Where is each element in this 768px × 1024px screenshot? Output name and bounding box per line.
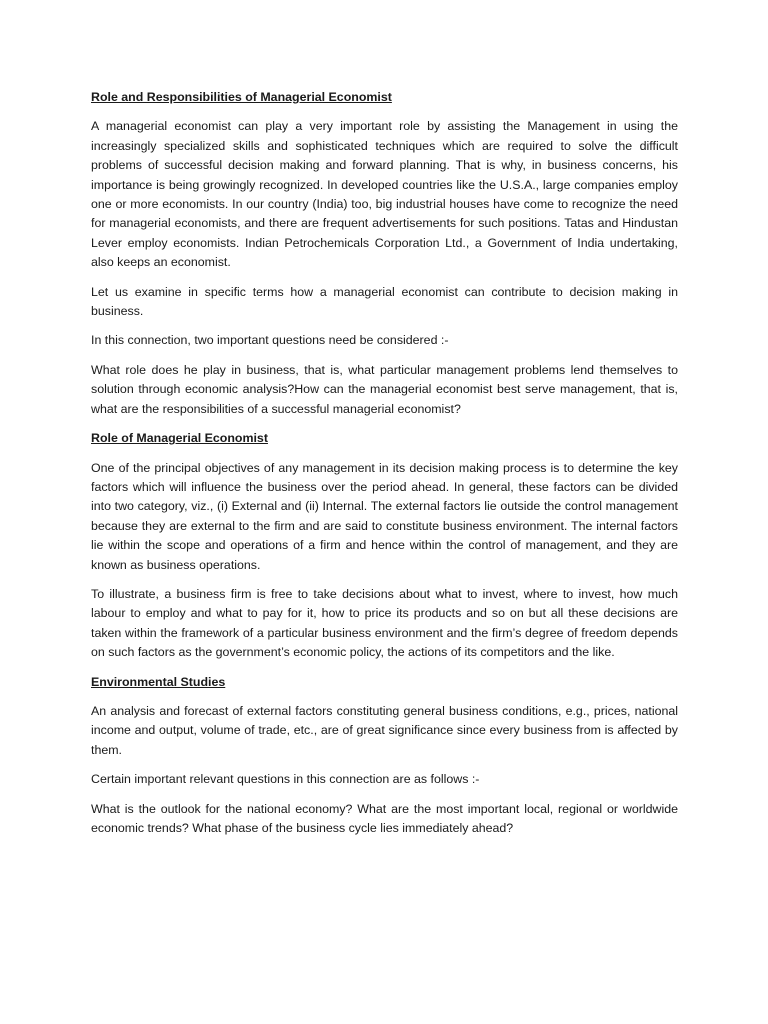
paragraph-connection: In this connection, two important questions need be considered :- (91, 333, 449, 348)
paragraph-questions: What role does he play in business, that is, what particular management problems lend themselves to solution through economic analysis?How can the managerial economist best serve management, that is, what are the responsibilities of a successful managerial economist? (91, 362, 678, 416)
paragraph-role-illustrate: To illustrate, a business firm is free to take decisions about what to invest, where to invest, how much labour to employ and what to pay for it, how to price its products and so on but all these decisions are taken within the framework of a particular business environment and the firm’s degree of freedom depends on such factors as the government’s economic policy, the actions of its competitors and the like. (91, 586, 678, 660)
paragraph-role-objectives: One of the principal objectives of any management in its decision making process is to determine the key factors which will influence the business over the period ahead. In general, these factors can be divided into two category, viz., (i) External and (ii) Internal. The external factors lie outside the control management because they are external to the firm and are said to constitute business environment. The internal factors lie within the scope and operations of a firm and hence within the control of management, and they are known as business operations. (91, 460, 678, 572)
paragraph-env-outlook: What is the outlook for the national economy? What are the most important local, regional or worldwide economic trends? What phase of the business cycle lies immediately ahead? (91, 801, 678, 835)
section-heading-role: Role of Managerial Economist (91, 431, 268, 446)
section-heading-environmental: Environmental Studies (91, 674, 226, 689)
document-title: Role and Responsibilities of Managerial Economist (91, 90, 392, 104)
paragraph-intro: A managerial economist can play a very important role by assisting the Management in using the increasingly specialized skills and sophisticated techniques which are required to solve the difficult problems of successful decision making and forward planning. That is why, in business concerns, his importance is being growingly recognized. In developed countries like the U.S.A., large companies employ one or more economists. In our country (India) too, big industrial houses have come to recognize the need for managerial economists, and there are frequent advertisements for such positions. Tatas and Hindustan Lever employ economists. Indian Petrochemicals Corporation Ltd., a Government of India undertaking, also keeps an economist. (91, 119, 678, 270)
paragraph-env-questions-intro: Certain important relevant questions in this connection are as follows :- (91, 772, 480, 787)
document-page (91, 88, 678, 848)
paragraph-env-analysis: An analysis and forecast of external factors constituting general business conditions, e.g., prices, national income and output, volume of trade, etc., are of great significance since every business from is affected by them. (91, 703, 678, 757)
paragraph-examine: Let us examine in specific terms how a managerial economist can contribute to decision making in business. (91, 284, 678, 319)
